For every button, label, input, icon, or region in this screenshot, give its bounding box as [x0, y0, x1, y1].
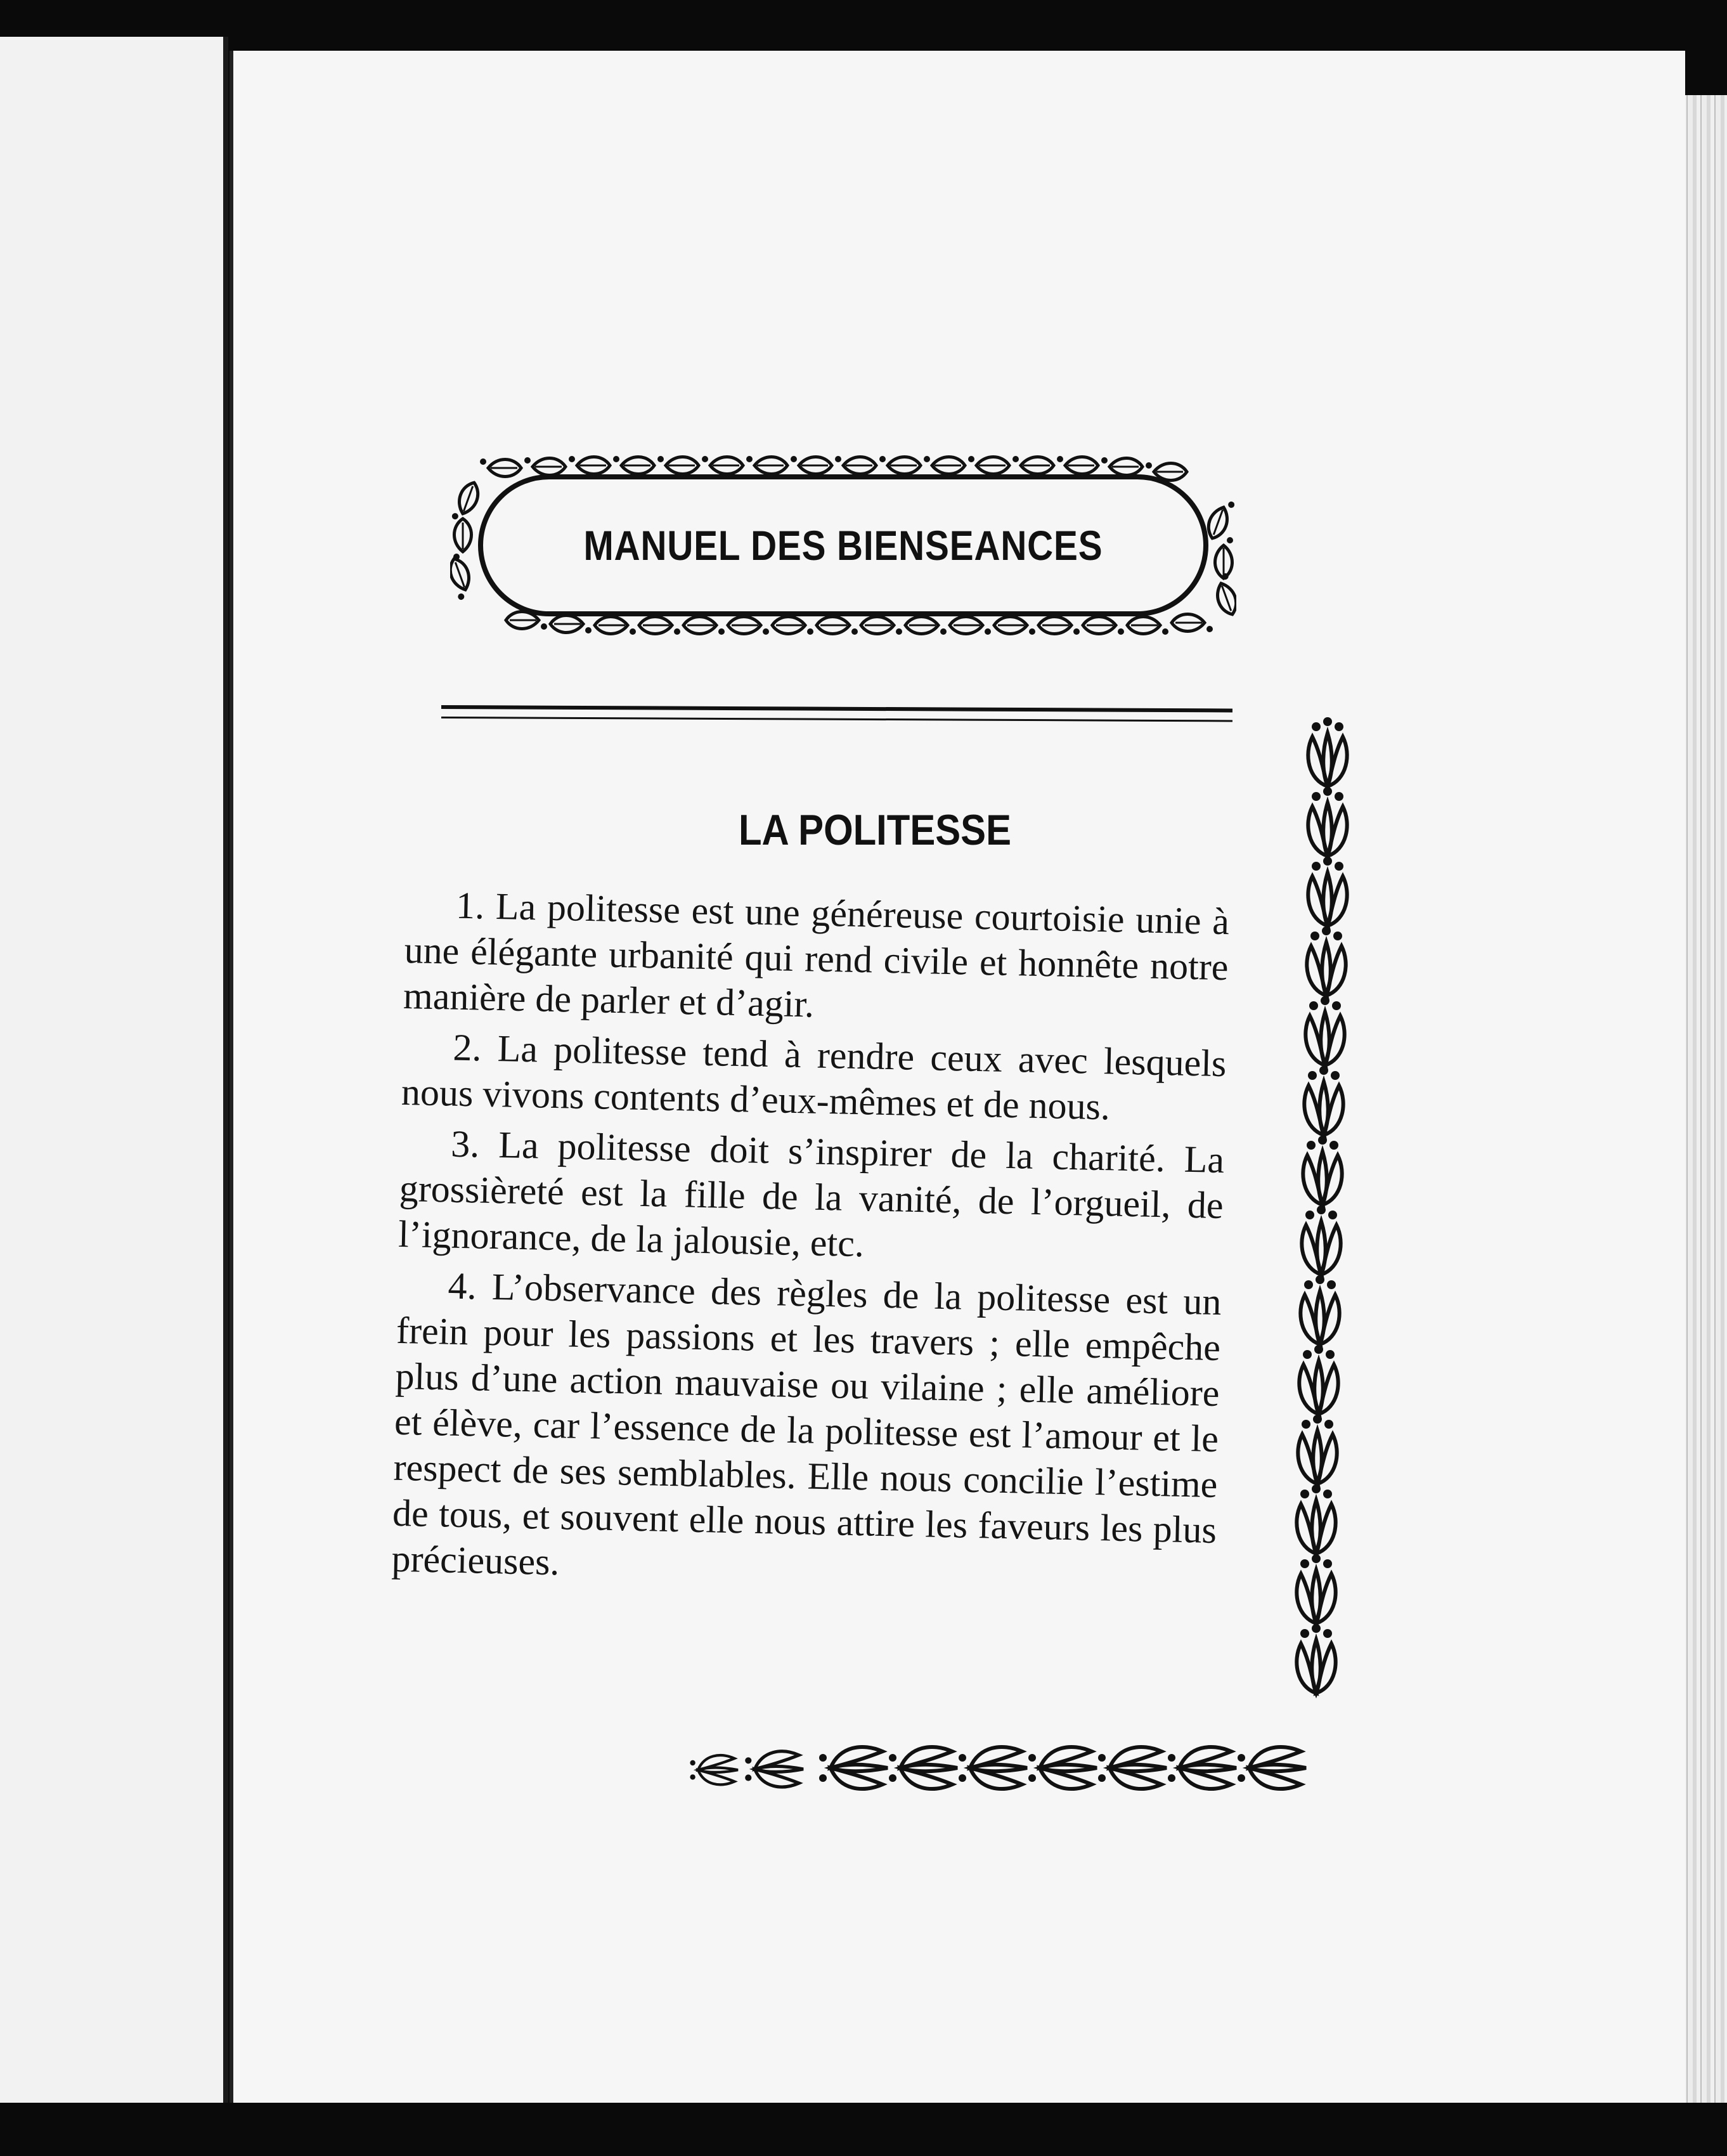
- laurel-vine-bottom-icon: [685, 1718, 1319, 1820]
- paragraph-4: 4. L’observance des règles de la politesse est un frein pour les passions et les travers ; elle empêche plus d’une action mauvaise ou vilaine ; elle améliore et élève, car l’essence de la politesse est l’amour et le respect de ses semblables. Elle nous concilie l’estime de tous, et souvent elle nous attire les faveurs les plus précieuses.: [391, 1264, 1222, 1583]
- book-title: MANUEL DES BIENSEANCES: [583, 522, 1103, 569]
- left-page: [0, 37, 228, 2103]
- laurel-vine-right: [1281, 717, 1369, 1708]
- scan-bottom-edge: [0, 2103, 1727, 2156]
- paragraph-1: 1. La politesse est une généreuse courtoisie unie à une élégante urbanité qui rend civile et honnête notre manière de parler et d’agir.: [403, 884, 1230, 1025]
- paragraph-3: 3. La politesse doit s’inspirer de la charité. La grossièreté est la fille de la vanité, de l’orgueil, de l’ignorance, de la jalousie, etc.: [398, 1122, 1225, 1265]
- laurel-vine-icon: [1281, 717, 1369, 1706]
- laurel-vine-bottom: [685, 1718, 1319, 1822]
- title-cartouche: [450, 444, 1236, 647]
- section-title: LA POLITESSE: [738, 806, 1012, 854]
- paragraph-2: 2. La politesse tend à rendre ceux avec lesquels nous vivons contents d’eux-mêmes et de nous.: [401, 1026, 1227, 1128]
- body-text: [391, 881, 1230, 1604]
